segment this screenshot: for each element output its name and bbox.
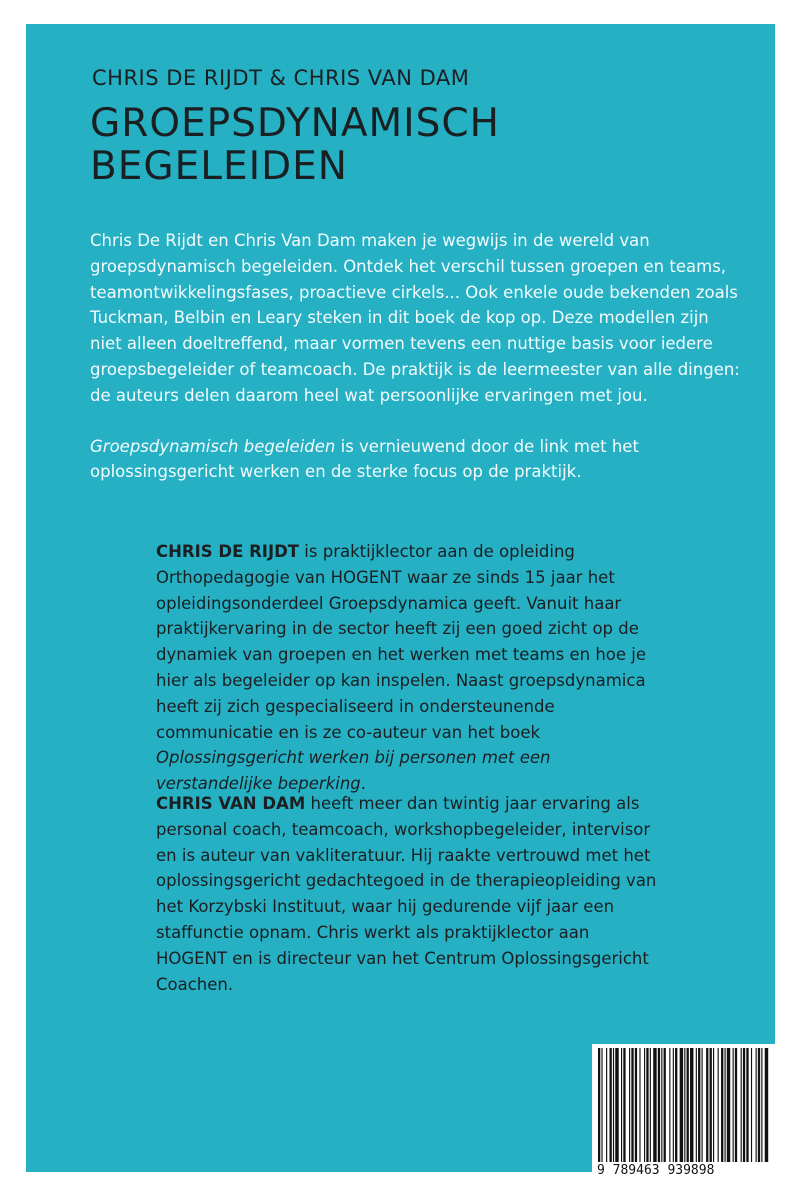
barcode-bar — [646, 1048, 648, 1162]
barcode-bar — [741, 1048, 742, 1162]
barcode-bar — [765, 1048, 768, 1162]
barcode-bar — [758, 1048, 760, 1162]
bio-text: is praktijklector aan de opleiding Orthopedagogie van HOGENT waar ze sinds 15 jaar het opleidingsonderdeel Groepsdynamica geeft. Vanuit haar praktijkervaring in de sector heeft zij een goed zicht op de dynamiek van groepen en het werken met teams en hoe je hier als begeleider op kan inspelen. Naast groepsdynamica heeft zij zich gespecialiseerd in ondersteunende communicatie en is ze co-auteur van het boek — [156, 542, 647, 742]
barcode-bar — [598, 1048, 600, 1162]
barcode-bar — [621, 1048, 622, 1162]
barcode-bar — [623, 1048, 625, 1162]
bio-book-title-italic: Oplossingsgericht werken bij personen met een verstandelijke beperking — [156, 748, 551, 794]
barcode-bar — [606, 1048, 607, 1162]
isbn-barcode — [592, 1044, 775, 1185]
barcode-bar — [751, 1048, 752, 1162]
barcode-bar — [735, 1048, 737, 1162]
bio-chris-de-rijdt — [156, 539, 664, 797]
bio-text: heeft meer dan twintig jaar ervaring als personal coach, teamcoach, workshopbegeleider, intervisor en is auteur van vakliteratuur. Hij raakte vertrouwd met het oplossingsgericht gedachtegoed in de therapieopleiding van het Korzybski Instituut, waar hij gedurende vijf jaar een staffunctie opnam. Chris werkt als praktijklector aan HOGENT en is directeur van het Centrum Oplossingsgericht Coachen. — [156, 794, 657, 994]
barcode-bar — [710, 1048, 712, 1162]
intro-text — [90, 228, 740, 485]
bio-name: CHRIS VAN DAM — [156, 794, 306, 813]
bio-chris-van-dam — [156, 791, 664, 997]
authors-line: CHRIS DE RIJDT & CHRIS VAN DAM — [92, 66, 470, 90]
barcode-bar — [696, 1048, 697, 1162]
barcode-bar — [761, 1048, 762, 1162]
title-line-2: BEGELEIDEN — [90, 144, 348, 189]
intro-paragraph-2 — [90, 434, 740, 486]
barcode-bar — [733, 1048, 734, 1162]
book-title — [90, 102, 500, 188]
barcode-bar — [650, 1048, 651, 1162]
barcode-bar — [635, 1048, 637, 1162]
intro-paragraph-1: Chris De Rijdt en Chris Van Dam maken je wegwijs in de wereld van groepsdynamisch begeleiden. Ontdek het verschil tussen groepen en teams, teamontwikkelingsfases, proactieve cirkels... Ook enkele oude bekenden zoals Tuckman, Belbin en Leary steken in dit boek de kop op. Deze modellen zijn niet alleen doeltreffend, maar vormen tevens een nuttige basis voor iedere groepsbegeleider of teamcoach. De praktijk is de leermeester van alle dingen: de auteurs delen daarom heel wat persoonlijke ervaringen met jou. — [90, 231, 740, 405]
barcode-bar — [601, 1048, 602, 1162]
barcode-bar — [706, 1048, 708, 1162]
barcode-bar — [610, 1048, 612, 1162]
barcode-bar — [615, 1048, 618, 1162]
barcode-bar — [702, 1048, 703, 1162]
barcode-bar — [664, 1048, 666, 1162]
barcode-bar — [756, 1048, 757, 1162]
barcode-bar — [675, 1048, 677, 1162]
barcode-bar — [658, 1048, 660, 1162]
back-cover — [26, 24, 775, 1172]
title-line-1: GROEPSDYNAMISCH — [90, 101, 500, 146]
barcode-bar — [687, 1048, 689, 1162]
barcode-bar — [690, 1048, 693, 1162]
barcode-bar — [631, 1048, 633, 1162]
isbn-number: 9 789463 939898 — [597, 1163, 715, 1178]
barcode-bar — [661, 1048, 662, 1162]
barcode-bar — [644, 1048, 645, 1162]
barcode-bar — [669, 1048, 670, 1162]
barcode-bar — [639, 1048, 640, 1162]
barcode-bar — [673, 1048, 674, 1162]
barcode-bar — [684, 1048, 685, 1162]
intro-paragraph-2-text: is vernieuwend door de link met het oplossingsgericht werken en de sterke focus op de praktijk. — [90, 436, 639, 482]
barcode-bar — [713, 1048, 714, 1162]
barcode-bar — [718, 1048, 719, 1162]
barcode-bar — [743, 1048, 745, 1162]
intro-book-title-italic: Groepsdynamisch begeleiden — [90, 436, 336, 456]
barcode-bar — [613, 1048, 614, 1162]
barcode-bar — [721, 1048, 723, 1162]
barcode-bars — [598, 1048, 769, 1162]
barcode-bar — [629, 1048, 630, 1162]
barcode-bar — [680, 1048, 683, 1162]
barcode-bar — [746, 1048, 748, 1162]
barcode-bar — [698, 1048, 700, 1162]
bio-name: CHRIS DE RIJDT — [156, 542, 300, 561]
barcode-bar — [653, 1048, 656, 1162]
barcode-bar — [725, 1048, 726, 1162]
barcode-bar — [727, 1048, 730, 1162]
bio-end: . — [360, 774, 367, 794]
